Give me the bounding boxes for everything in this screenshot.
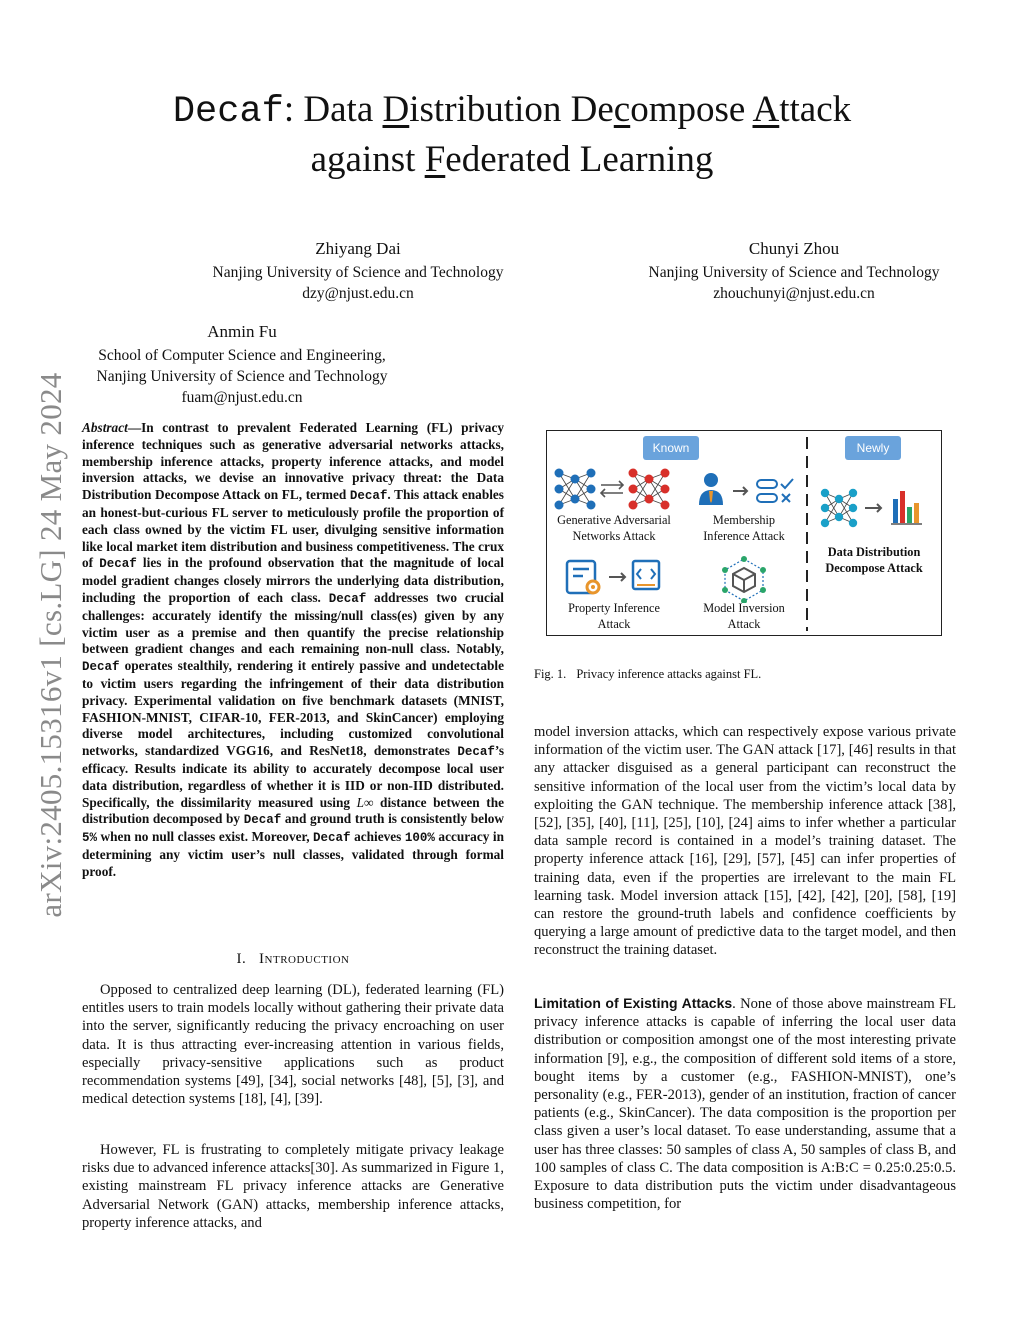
author-email: fuam@njust.edu.cn	[181, 389, 303, 406]
author-affiliation: Nanjing University of Science and Technology	[648, 264, 940, 281]
paragraph-heading: Limitation of Existing Attacks	[534, 995, 733, 1011]
gan-network-icon	[553, 465, 673, 513]
newly-pill: Newly	[845, 436, 901, 460]
abstract-label: Abstract	[82, 420, 128, 435]
author-block-3	[62, 319, 422, 408]
data-distribution-icon	[819, 485, 929, 531]
figure-1	[546, 430, 942, 636]
known-pill: Known	[643, 436, 699, 460]
author-affiliation-line-2: Nanjing University of Science and Technology	[96, 368, 388, 385]
membership-inference-icon	[697, 471, 797, 511]
title-line-1: Decaf: Data Distribution Decompose Attack	[172, 89, 852, 133]
intro-paragraph-3: model inversion attacks, which can respectively expose various private information of the victim user. The GAN attack [17], [46] results in that any attacker disguised as a general participant can reconstruct the sensitive information of the local user from the victim’s local data by exploiting the GAN technique. The membership inference attack [38], [52], [35], [40], [11], [25], [10], [24] aims to infer whether a particular data sample record is contained in a model’s training dataset. The property inference attack [16], [29], [57], [45] can infer properties of training data, even if the properties are irrelevant to the main FL learning task. Model inversion attack [15], [42], [42], [20], [58], [19] can restore the ground-truth labels and confidence coefficients by querying a large amount of predictive data to the target model, and then reconstruct the training dataset.	[534, 724, 956, 959]
section-heading-introduction: I. Introduction	[236, 951, 350, 967]
abstract: Abstract—In contrast to prevalent Federated Learning (FL) privacy inference techniques such as generative adversarial networks attacks, membership inference attacks, property inference attacks, and model inversion attacks, we devise an innovative privacy threat: the Data Distribution Decompose Attack on FL, termed Decaf. This attack enables an honest-but-curious FL server to meticulously profile the proportion of each class owned by the victim FL user, divulging sensitive information like local market item distribution and business competitiveness. The crux of Decaf lies in the profound observation that the magnitude of local model gradient changes closely mirrors the underlying data distribution, including the proportion of each class. Decaf addresses two crucial challenges: accurately identify the missing/null class(es) given by any victim user as a premise and then quantify the precise relationship between gradient changes and each remaining non-null class. Notably, Decaf operates stealthily, rendering it entirely passive and undetectable to victim users regarding the infringement of their data distribution privacy. Experimental validation on five benchmark datasets (MNIST, FASHION-MNIST, CIFAR-10, FER-2013, and SkinCancer) employing diverse model architectures, including customized convolutional networks, standardized VGG16, and ResNet18, demonstrates Decaf’s efficacy. Results indicate its ability to accurately decompose local user data distribution, regardless of whether it is IID or non-IID distributed. Specifically, the dissimilarity measured using L∞ distance between the distribution decomposed by Decaf and ground truth is consistently below 5% when no null classes exist. Moreover, Decaf achieves 100% accuracy in determining any victim user’s null classes, validated through formal proof.	[82, 420, 505, 879]
author-affiliation-line-1: School of Computer Science and Engineering,	[98, 347, 386, 364]
intro-paragraph-1: Opposed to centralized deep learning (DL), federated learning (FL) entitles users to train models locally without gathering their private data into the server, significantly reducing the privacy encroaching on user data. It is thus attracting ever-increasing attention in various fields, especially privacy-sensitive applications such as product recommendation systems [49], [34], social networks [48], [5], [3], and medical detection systems [18], [4], [39].	[82, 982, 504, 1108]
model-inversion-label: Model Inversion Attack	[703, 601, 785, 631]
author-name: Zhiyang Dai	[315, 239, 401, 258]
figure-1-caption	[534, 666, 956, 682]
author-block-1	[178, 236, 538, 304]
author-name: Anmin Fu	[207, 322, 277, 341]
membership-inference-label: Membership Inference Attack	[703, 513, 785, 543]
model-inversion-icon	[717, 555, 771, 603]
intro-paragraph-4: Limitation of Existing Attacks. None of those above mainstream FL privacy inference attacks is capable of inferring the local user data distribution or composition amongst one of the most interesting private information [9], e.g., the composition of different sold items of a store, bought items by a customer (e.g., FASHION-MNIST), one’s personality (e.g., FER-2013), gender of an institution, fraction of cancer patients (e.g., SkinCancer). The data composition is the proportion per class given a user’s local dataset. To ease understanding, assume that a user has three classes: 50 samples of class A, 50 samples of class B, and 100 samples of class C. The data composition is A:B:C = 0.25:0.25:0.5. Exposure to data distribution puts the victim under disadvantageous business competition, for	[534, 995, 957, 1213]
property-inference-label: Property Inference Attack	[568, 601, 660, 631]
arxiv-stamp	[26, 345, 76, 945]
intro-paragraph-2: However, FL is frustrating to completely mitigate privacy leakage risks due to advanced inference attacks[30]. As summarized in Figure 1, existing mainstream FL privacy inference attacks are Generative Adversarial Network (GAN) attacks, membership inference attacks, property inference attacks, and	[82, 1142, 504, 1231]
property-inference-icon	[565, 557, 665, 599]
title-line-2: against Federated Learning	[310, 139, 714, 180]
author-block-2	[614, 236, 974, 304]
author-name: Chunyi Zhou	[748, 239, 840, 258]
caption-text: Privacy inference attacks against FL.	[576, 667, 762, 681]
title-decaf: Decaf	[172, 91, 284, 133]
data-distribution-label: Data Distribution Decompose Attack	[825, 545, 923, 575]
arxiv-stamp-text: arXiv:2405.15316v1 [cs.LG] 24 May 2024	[33, 372, 68, 918]
author-email: zhouchunyi@njust.edu.cn	[713, 285, 875, 302]
paper-title	[60, 86, 964, 184]
caption-label: Fig. 1.	[534, 667, 567, 681]
author-affiliation: Nanjing University of Science and Technology	[212, 264, 504, 281]
author-email: dzy@njust.edu.cn	[302, 285, 414, 302]
gan-label: Generative Adversarial Networks Attack	[557, 513, 671, 543]
